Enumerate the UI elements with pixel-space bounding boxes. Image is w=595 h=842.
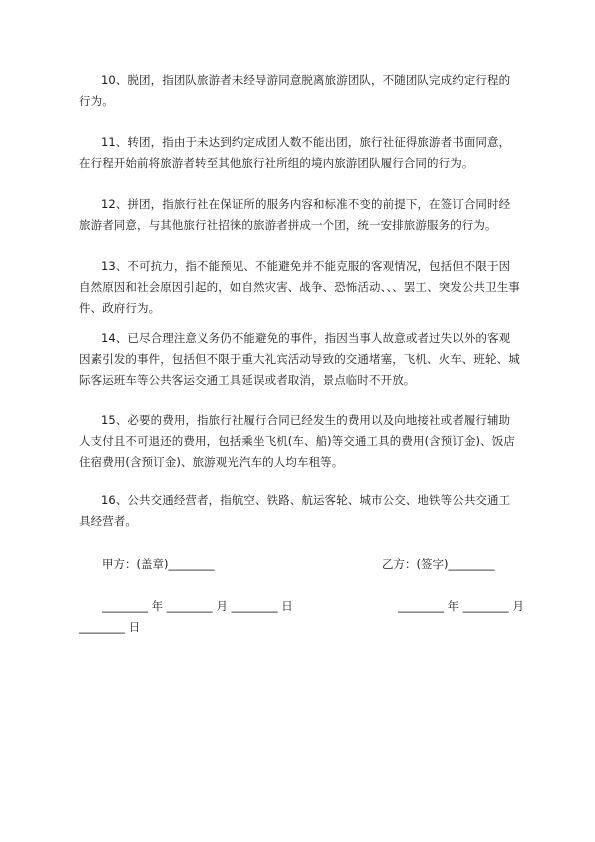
clause-15: 15、必要的费用，指旅行社履行合同已经发生的费用以及向地接社或者履行辅助人支付且不可退还的费用，包括乘坐飞机(车、船)等交通工具的费用(含预订金)、饭店住宿费用(含预订金)、旅游观光汽车的人均车租等。 <box>79 413 515 469</box>
party-b-date: ________ 年 ________ 月 <box>398 599 524 613</box>
clause-14: 14、已尽合理注意义务仍不能避免的事件，指因当事人故意或者过失以外的客观因素引发的事件，包括但不限于重大礼宾活动导致的交通堵塞，飞机、火车、班轮、城际客运班车等公共客运交通工具延误或者取消，景点临时不开放。 <box>79 331 520 387</box>
party-a-signature: 甲方：(盖章)________ <box>102 557 215 571</box>
clause-13: 13、不可抗力，指不能预见、不能避免并不能克服的客观情况，包括但不限于因自然原因和社会原因引起的，如自然灾害、战争、恐怖活动、、、罢工、突发公共卫生事件、政府行为。 <box>79 259 520 315</box>
clause-11: 11、转团，指由于未达到约定成团人数不能出团，旅行社征得旅游者书面同意，在行程开始前将旅游者转至其他旅行社所组的境内旅游团队履行合同的行为。 <box>79 135 511 170</box>
clause-10: 10、脱团，指团队旅游者未经导游同意脱离旅游团队，不随团队完成约定行程的行为。 <box>79 73 511 108</box>
party-b-date-day: ________ 日 <box>79 620 141 634</box>
clause-12: 12、拼团，指旅行社在保证所的服务内容和标准不变的前提下，在签订合同时经旅游者同意，与其他旅行社招徕的旅游者拼成一个团，统一安排旅游服务的行为。 <box>79 197 511 232</box>
party-b-signature: 乙方：(签字)________ <box>382 557 495 571</box>
clause-16: 16、公共交通经营者，指航空、铁路、航运客轮、城市公交、地铁等公共交通工具经营者。 <box>79 493 511 528</box>
party-a-date: ________ 年 ________ 月 ________ 日 <box>102 599 293 613</box>
